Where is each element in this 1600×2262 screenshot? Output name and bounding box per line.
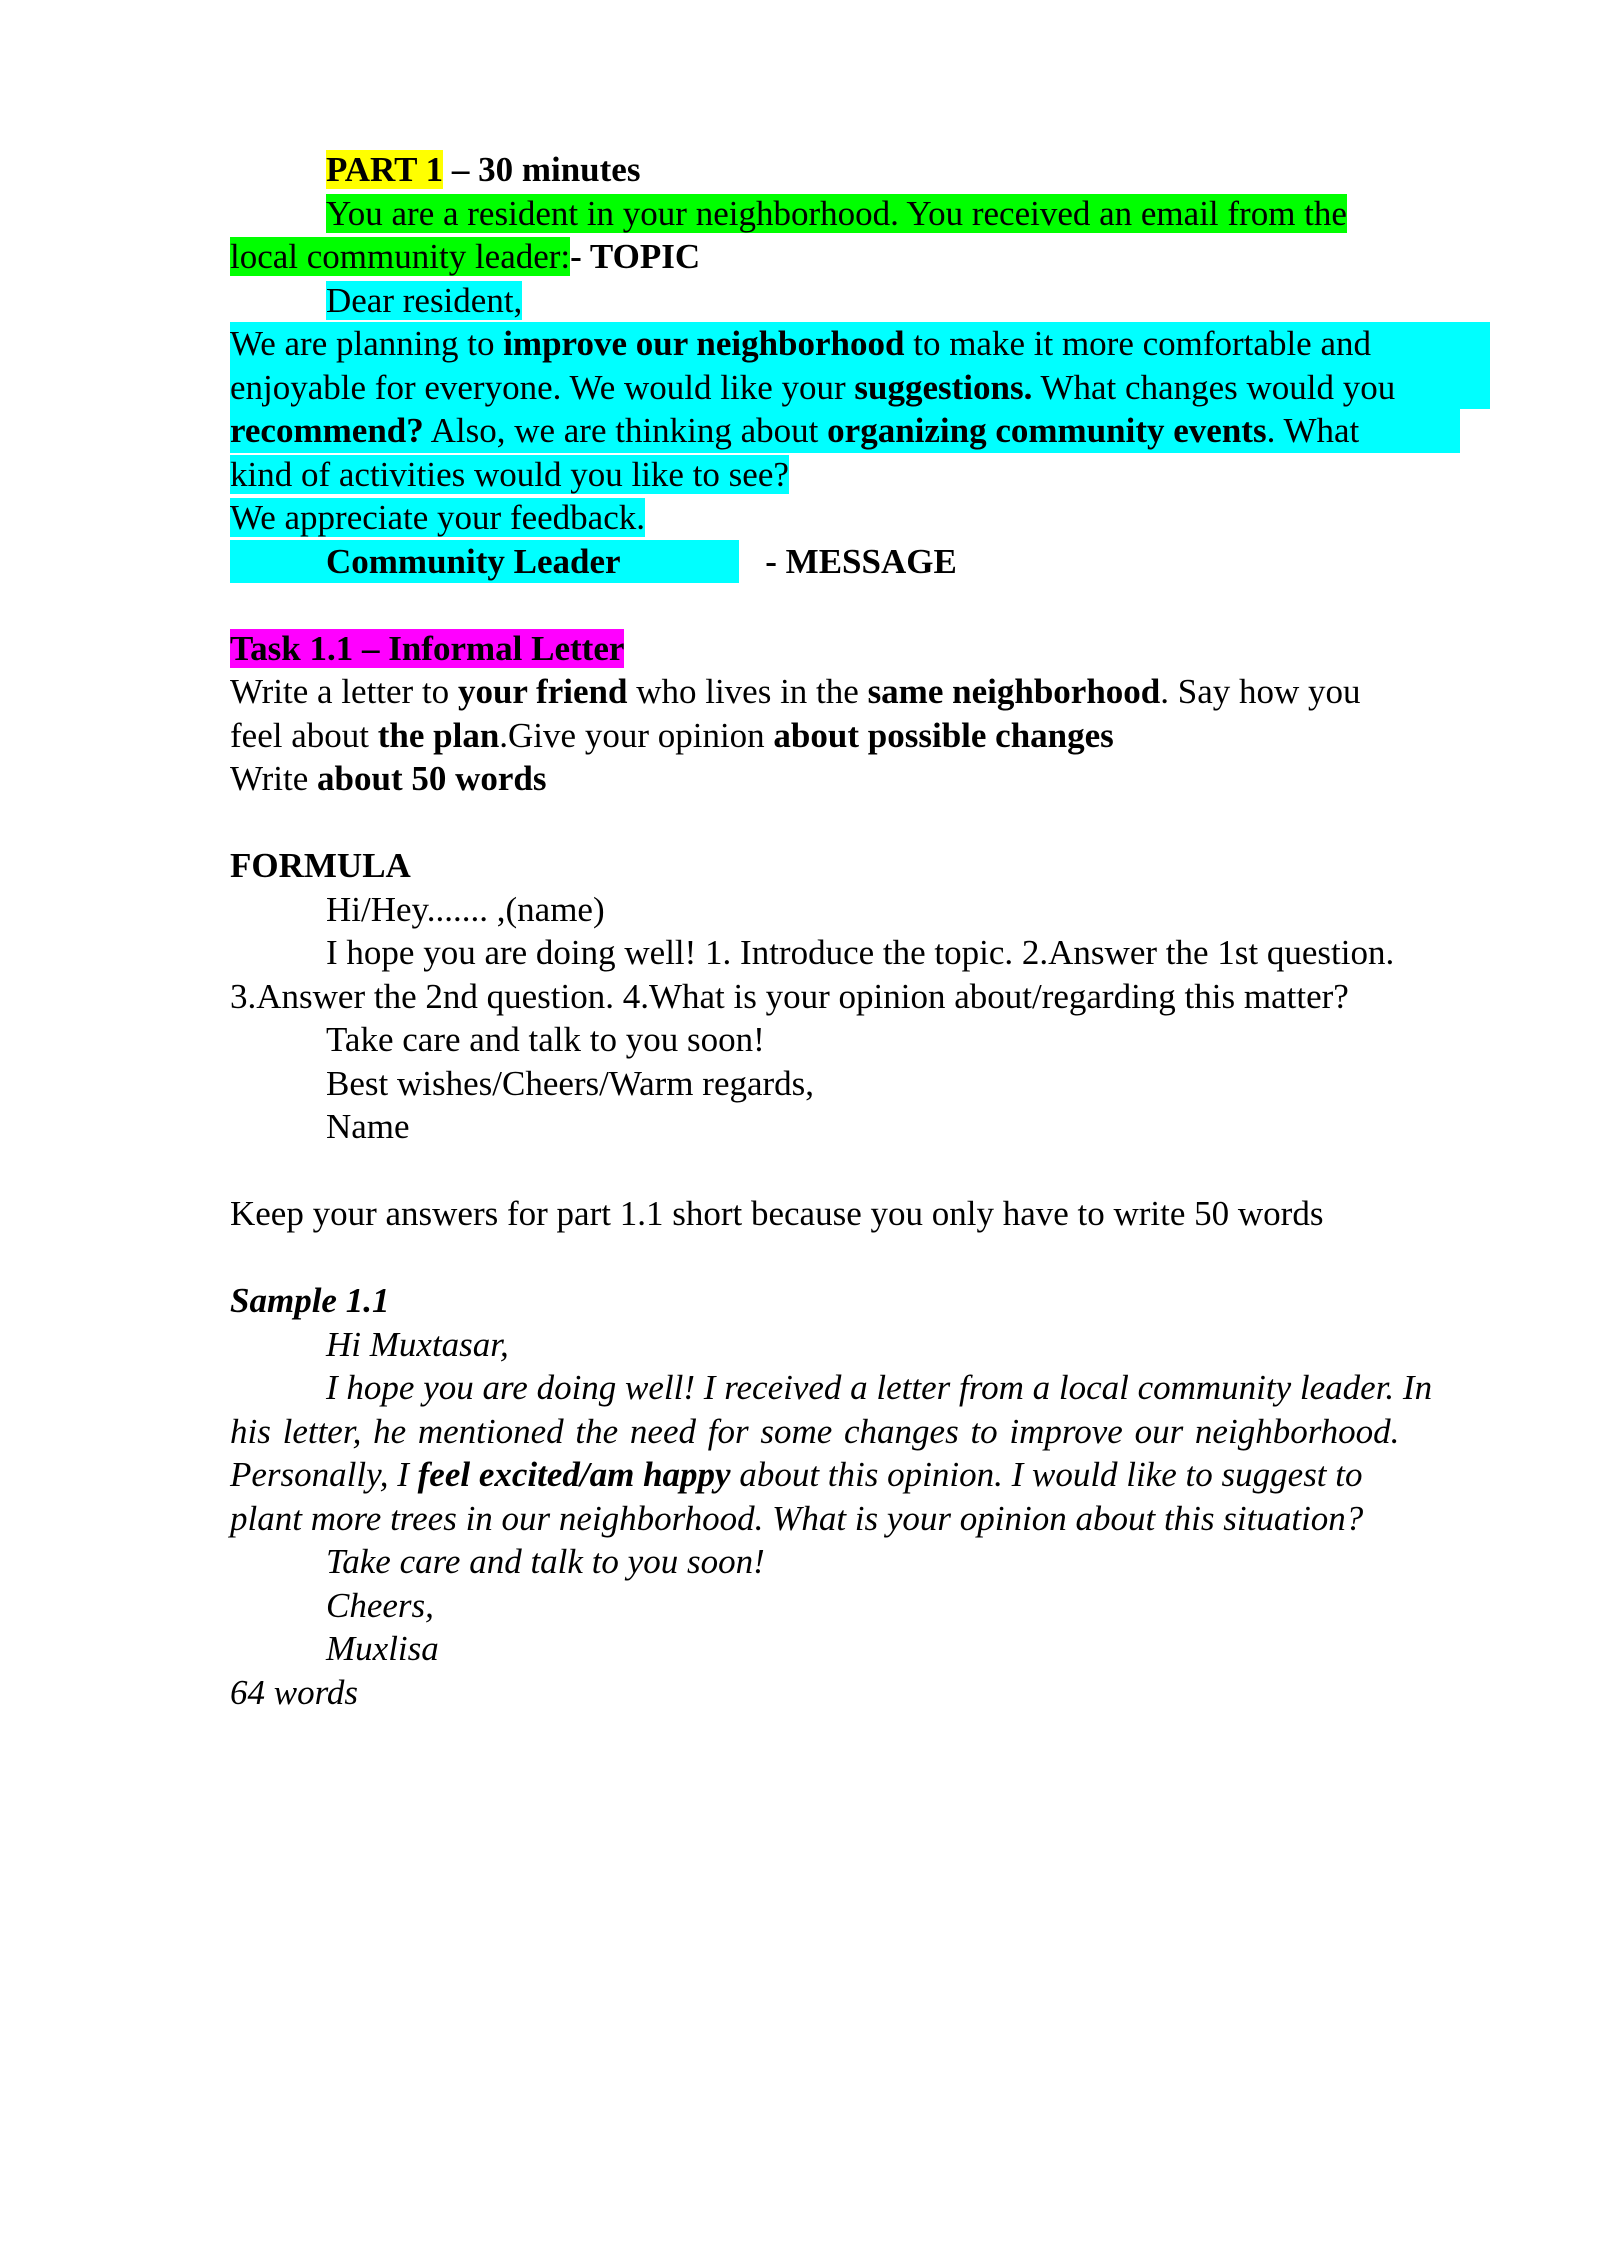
message-tag: - MESSAGE bbox=[765, 541, 957, 581]
formula-line-4: Take care and talk to you soon! bbox=[326, 1020, 765, 1059]
sample-line-6: Cheers, bbox=[326, 1585, 434, 1625]
sample-line-4: plant more trees in our neighborhood. What is your opinion about this situation? bbox=[230, 1498, 1364, 1538]
part-duration: – 30 minutes bbox=[451, 150, 641, 189]
message-greeting: Dear resident, bbox=[326, 280, 523, 320]
task-line-3: Write about 50 words bbox=[230, 759, 547, 798]
topic-line-2: local community leader:- TOPIC bbox=[230, 237, 701, 276]
task-line-1: Write a letter to your friend who lives in the same neighborhood. Say how you bbox=[230, 672, 1361, 711]
task-heading: Task 1.1 – Informal Letter bbox=[230, 628, 625, 668]
formula-line-6: Name bbox=[326, 1107, 410, 1146]
sample-word-count: 64 words bbox=[230, 1672, 359, 1712]
message-body-2 bbox=[230, 409, 1460, 453]
message-line-2: enjoyable for everyone. We would like your suggestions. What changes would you bbox=[230, 367, 1396, 407]
message-body bbox=[230, 322, 1490, 409]
part-title: PART 1 bbox=[326, 150, 444, 189]
sample-line-2: his letter, he mentioned the need for some changes to improve our neighborhood. bbox=[230, 1411, 1400, 1451]
message-signoff: Community Leader - MESSAGE bbox=[230, 540, 1492, 584]
formula-line-3: 3.Answer the 2nd question. 4.What is your opinion about/regarding this matter? bbox=[230, 976, 1349, 1016]
message-line-3: recommend? Also, we are thinking about organizing community events. What bbox=[230, 411, 1360, 450]
sample-greeting: Hi Muxtasar, bbox=[326, 1324, 509, 1364]
sample-line-7: Muxlisa bbox=[326, 1629, 439, 1668]
sample-heading: Sample 1.1 bbox=[230, 1281, 390, 1320]
note-text: Keep your answers for part 1.1 short because you only have to write 50 words bbox=[230, 1194, 1324, 1233]
message-line-1: We are planning to improve our neighborhood to make it more comfortable and bbox=[230, 324, 1371, 363]
document-page bbox=[230, 148, 1492, 1714]
task-line-2: feel about the plan.Give your opinion about possible changes bbox=[230, 715, 1114, 755]
message-line-5: We appreciate your feedback. bbox=[230, 498, 645, 537]
formula-line-5: Best wishes/Cheers/Warm regards, bbox=[326, 1063, 815, 1103]
topic-tag: - TOPIC bbox=[570, 237, 701, 276]
formula-line-1: Hi/Hey....... ,(name) bbox=[326, 889, 605, 929]
formula-line-2: I hope you are doing well! 1. Introduce the topic. 2.Answer the 1st question. bbox=[326, 933, 1395, 972]
sample-line-3: Personally, I feel excited/am happy about this opinion. I would like to suggest to bbox=[230, 1455, 1363, 1494]
part-heading bbox=[230, 148, 1492, 192]
message-line-4: kind of activities would you like to see? bbox=[230, 454, 789, 494]
sample-line-5: Take care and talk to you soon! bbox=[326, 1542, 765, 1581]
sample-line-1: I hope you are doing well! I received a letter from a local community leader. In bbox=[326, 1368, 1433, 1407]
formula-heading: FORMULA bbox=[230, 846, 411, 885]
topic-line-1: You are a resident in your neighborhood. You received an email from the bbox=[326, 193, 1347, 233]
